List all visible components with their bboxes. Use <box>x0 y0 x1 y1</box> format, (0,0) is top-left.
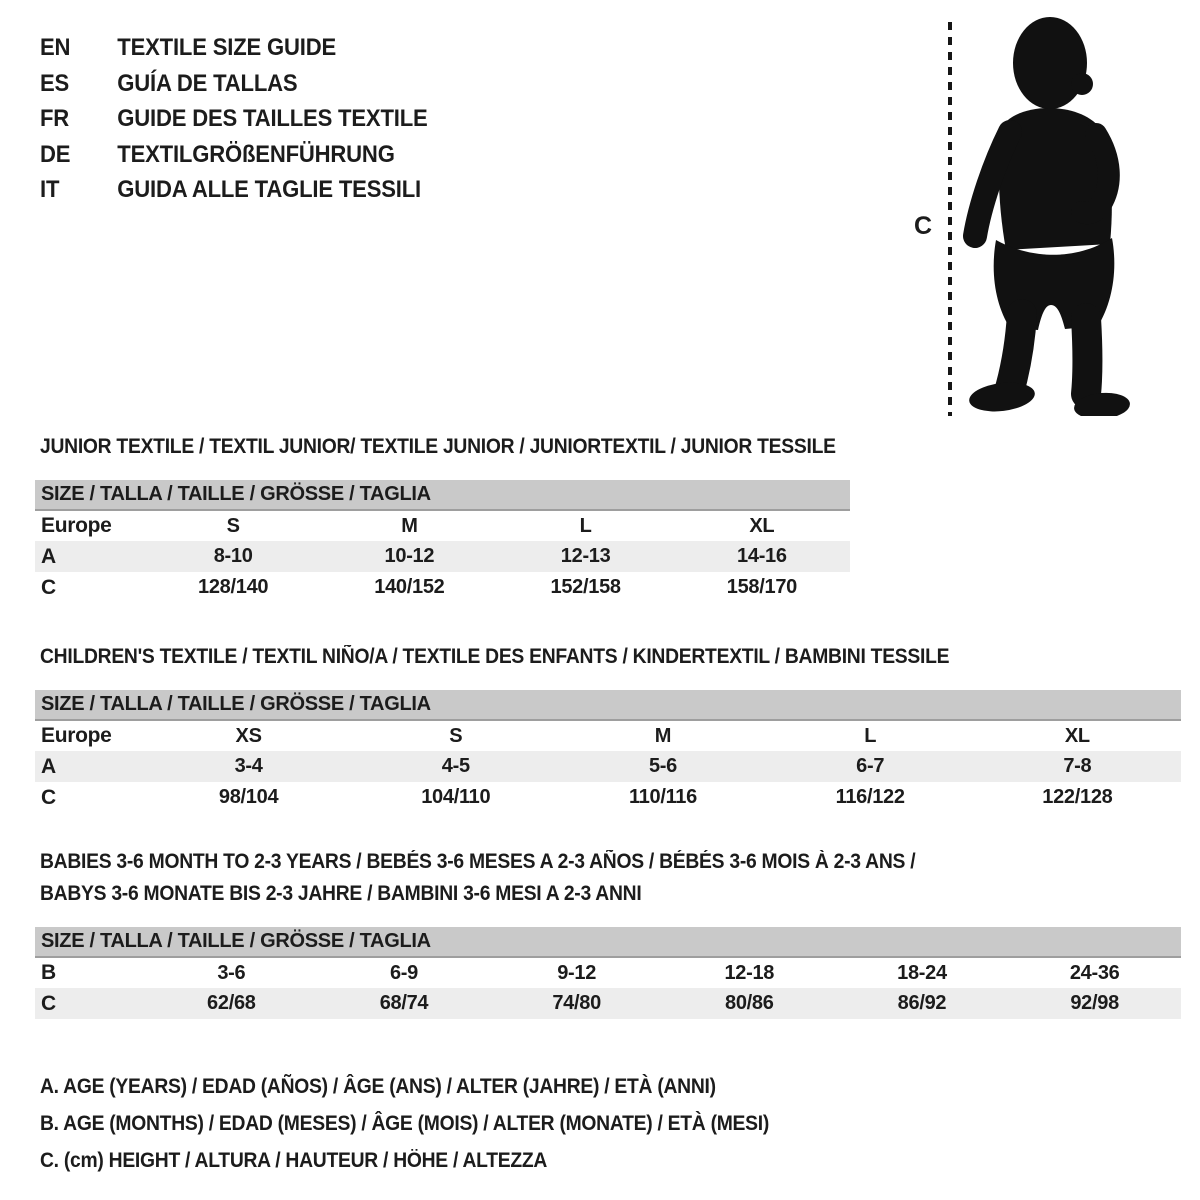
size-value-cell: 3-4 <box>145 751 352 782</box>
height-measure-label: C <box>914 212 933 240</box>
section-title-line: BABIES 3-6 MONTH TO 2-3 YEARS / BEBÉS 3-6 MESES A 2-3 AÑOS / BÉBÉS 3-6 MOIS À 2-3 ANS / <box>40 850 916 873</box>
size-value-cell: 68/74 <box>318 988 491 1019</box>
size-value-cell: 104/110 <box>421 786 491 808</box>
size-value-cell: 110/116 <box>628 786 697 808</box>
size-value-cell: 9-12 <box>557 961 597 984</box>
size-table-row <box>35 957 1181 988</box>
section-title-line: CHILDREN'S TEXTILE / TEXTIL NIÑO/A / TEXTILE DES ENFANTS / KINDERTEXTIL / BAMBINI TESSILE <box>40 645 950 668</box>
language-label: GUIDE DES TAILLES TEXTILE <box>117 105 428 132</box>
size-value-cell: 6-7 <box>767 751 974 782</box>
row-label: C <box>41 575 56 599</box>
size-value-cell: 98/104 <box>218 786 279 808</box>
language-row <box>40 137 428 173</box>
section-title-line: BABYS 3-6 MONATE BIS 2-3 JAHRE / BAMBINI 3-6 MESI A 2-3 ANNI <box>40 882 642 905</box>
size-value-cell: 6-9 <box>389 961 418 984</box>
language-label: TEXTILGRÖßENFÜHRUNG <box>117 140 395 168</box>
section-title <box>40 431 850 463</box>
size-value-cell: XL <box>749 514 775 537</box>
row-label: B <box>41 961 56 984</box>
size-header-cell: SIZE / TALLA / TAILLE / GRÖSSE / TAGLIA <box>35 690 1181 720</box>
row-label: C <box>35 988 145 1019</box>
size-value-cell: 86/92 <box>836 988 1009 1019</box>
size-value-cell: 7-8 <box>974 751 1181 782</box>
legend-line-b: B. AGE (MONTHS) / EDAD (MESES) / ÂGE (MOIS) / ALTER (MONATE) / ETÀ (MESI) <box>40 1112 770 1135</box>
language-row <box>40 172 428 208</box>
size-value-cell: 152/158 <box>550 576 621 598</box>
size-value-cell: 18-24 <box>897 961 947 984</box>
size-value-cell: 3-6 <box>217 961 246 984</box>
size-header-cell: SIZE / TALLA / TAILLE / GRÖSSE / TAGLIA <box>35 927 1181 957</box>
size-value-cell: 74/80 <box>490 988 663 1019</box>
row-label: A <box>35 541 145 572</box>
size-table-row <box>35 782 1181 813</box>
language-row <box>40 66 428 102</box>
size-value-cell: XS <box>235 724 262 747</box>
row-label: Europe <box>41 514 112 537</box>
size-value-cell: 8-10 <box>145 541 321 572</box>
section-title-line: JUNIOR TEXTILE / TEXTIL JUNIOR/ TEXTILE JUNIOR / JUNIORTEXTIL / JUNIOR TESSILE <box>40 435 836 458</box>
size-value-cell: 80/86 <box>663 988 836 1019</box>
section-title <box>40 846 1181 910</box>
size-table-row <box>35 541 850 572</box>
row-label: Europe <box>41 724 112 747</box>
size-value-cell: 4-5 <box>352 751 559 782</box>
legend-line-a: A. AGE (YEARS) / EDAD (AÑOS) / ÂGE (ANS) / ALTER (JAHRE) / ETÀ (ANNI) <box>40 1075 716 1098</box>
section-junior-textile <box>35 431 850 603</box>
size-value-cell: M <box>401 514 418 537</box>
size-value-cell: 158/170 <box>726 576 797 598</box>
size-value-cell: L <box>864 724 877 747</box>
language-row <box>40 30 428 66</box>
size-value-cell: 92/98 <box>1008 988 1181 1019</box>
size-value-cell: 5-6 <box>559 751 766 782</box>
height-measure-line <box>948 22 952 416</box>
junior-size-table <box>35 480 850 603</box>
section-childrens-textile <box>35 641 1181 813</box>
size-table-row <box>35 751 1181 782</box>
size-value-cell: 116/122 <box>835 786 905 808</box>
size-value-cell: 140/152 <box>374 576 445 598</box>
toddler-silhouette-icon <box>962 16 1132 416</box>
language-code: IT <box>40 176 60 203</box>
babies-size-table <box>35 927 1181 1019</box>
size-value-cell: S <box>449 724 463 747</box>
row-label: A <box>35 751 145 782</box>
section-title <box>40 641 1181 673</box>
size-value-cell: 12-13 <box>498 541 674 572</box>
legend-line-c: C. (cm) HEIGHT / ALTURA / HAUTEUR / HÖHE / ALTEZZA <box>40 1149 548 1172</box>
size-value-cell: 24-36 <box>1069 961 1120 984</box>
size-value-cell: S <box>226 514 240 537</box>
size-value-cell: M <box>654 724 672 747</box>
size-header-cell: SIZE / TALLA / TAILLE / GRÖSSE / TAGLIA <box>35 480 850 510</box>
size-table-row <box>35 510 850 541</box>
size-table-row <box>35 988 1181 1019</box>
language-code: ES <box>40 69 70 97</box>
size-value-cell: 62/68 <box>145 988 318 1019</box>
size-value-cell: 14-16 <box>674 541 850 572</box>
language-label: GUIDA ALLE TAGLIE TESSILI <box>117 176 421 203</box>
size-value-cell: 12-18 <box>724 961 775 984</box>
size-value-cell: 10-12 <box>321 541 497 572</box>
language-title-block <box>40 30 428 208</box>
size-value-cell: L <box>579 514 592 537</box>
language-code: EN <box>40 34 71 61</box>
size-table-row <box>35 572 850 603</box>
size-value-cell: 122/128 <box>1042 786 1113 808</box>
language-label: GUÍA DE TALLAS <box>117 69 298 97</box>
section-babies-textile <box>35 846 1181 1019</box>
row-label: C <box>41 785 56 809</box>
size-value-cell: 128/140 <box>198 576 269 598</box>
legend-block <box>40 1068 832 1179</box>
size-value-cell: XL <box>1064 724 1090 747</box>
language-code: FR <box>40 105 70 132</box>
size-table-row <box>35 720 1181 751</box>
language-label: TEXTILE SIZE GUIDE <box>117 34 337 61</box>
children-size-table <box>35 690 1181 813</box>
language-code: DE <box>40 140 71 168</box>
language-row <box>40 101 428 137</box>
